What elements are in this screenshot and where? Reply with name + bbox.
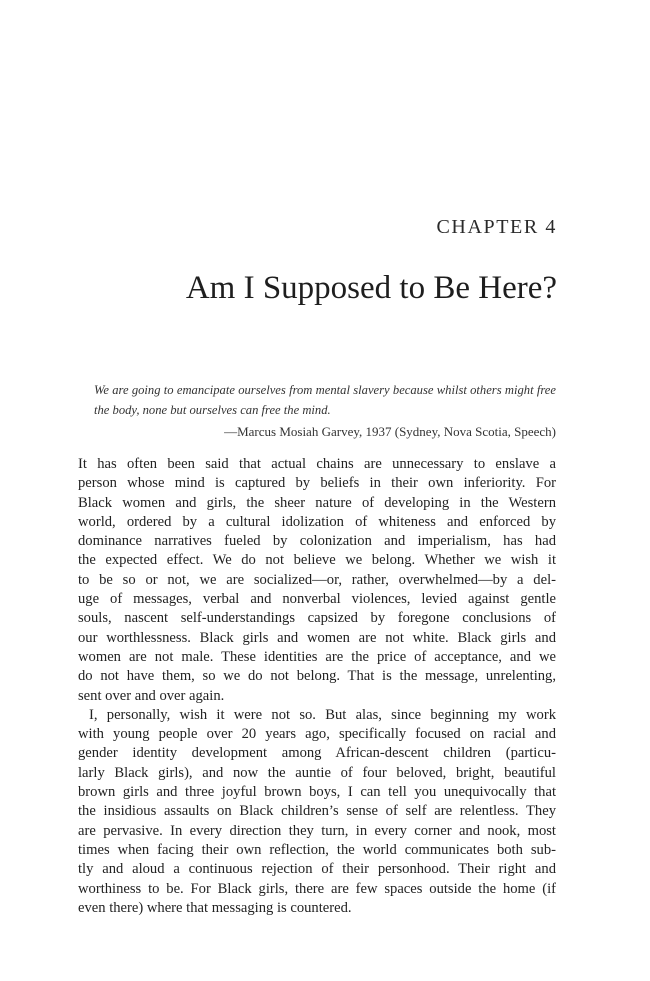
text-line: gender identity development among African-descent children (particu- — [78, 745, 556, 762]
text-line: Black women and girls, the sheer nature of developing in the Western — [78, 494, 556, 511]
text-line: souls, nascent self-understandings capsized by foregone conclusions of — [78, 610, 556, 627]
body-text — [78, 455, 556, 918]
text-line: women are not male. These identities are the price of acceptance, and we — [78, 648, 556, 665]
text-line: times when facing their own reflection, the world communicates both sub- — [78, 841, 556, 858]
text-line: the insidious assaults on Black children’s sense of self are relentless. They — [78, 803, 556, 820]
text-line: larly Black girls), and now the auntie of four beloved, bright, beautiful — [78, 764, 556, 781]
paragraph-1 — [78, 455, 556, 706]
text-line: dominance narratives fueled by colonization and imperialism, has had — [78, 533, 556, 550]
epigraph — [94, 380, 556, 442]
text-line: sent over and over again. — [78, 687, 225, 704]
text-line: do not have them, so we do not belong. That is the message, unrelenting, — [78, 668, 556, 685]
text-line: the expected effect. We do not believe we belong. Whether we wish it — [78, 552, 556, 569]
text-line: uge of messages, verbal and nonverbal violences, levied against gentle — [78, 591, 556, 608]
chapter-title: Am I Supposed to Be Here? — [185, 270, 557, 306]
epigraph-attribution: —Marcus Mosiah Garvey, 1937 (Sydney, Nova Scotia, Speech) — [224, 424, 556, 439]
text-line: person whose mind is captured by beliefs in their own inferiority. For — [78, 475, 556, 492]
text-line: to be so or not, we are socialized—or, rather, overwhelmed—by a del- — [78, 571, 556, 588]
paragraph-2 — [78, 706, 556, 918]
text-line: world, ordered by a cultural idolization of whiteness and enforced by — [78, 513, 556, 530]
chapter-label: CHAPTER 4 — [436, 216, 557, 238]
text-line: tly and aloud a continuous rejection of their personhood. Their right and — [78, 861, 556, 878]
text-line: worthiness to be. For Black girls, there are few spaces outside the home (if — [78, 880, 556, 897]
text-line: are pervasive. In every direction they turn, in every corner and nook, most — [78, 822, 556, 839]
text-line: It has often been said that actual chains are unnecessary to enslave a — [78, 456, 556, 472]
text-line: with young people over 20 years ago, specifically focused on racial and — [78, 726, 556, 743]
text-line: brown girls and three joyful brown boys, I can tell you unequivocally that — [78, 784, 556, 801]
epigraph-quote: We are going to emancipate ourselves from mental slavery because whilst others might free the body, none but ourselves can free the mind. — [94, 383, 556, 417]
text-line: our worthlessness. Black girls and women are not white. Black girls and — [78, 629, 556, 646]
text-line: I, personally, wish it were not so. But alas, since beginning my work — [89, 706, 556, 723]
text-line: even there) where that messaging is countered. — [78, 899, 352, 916]
